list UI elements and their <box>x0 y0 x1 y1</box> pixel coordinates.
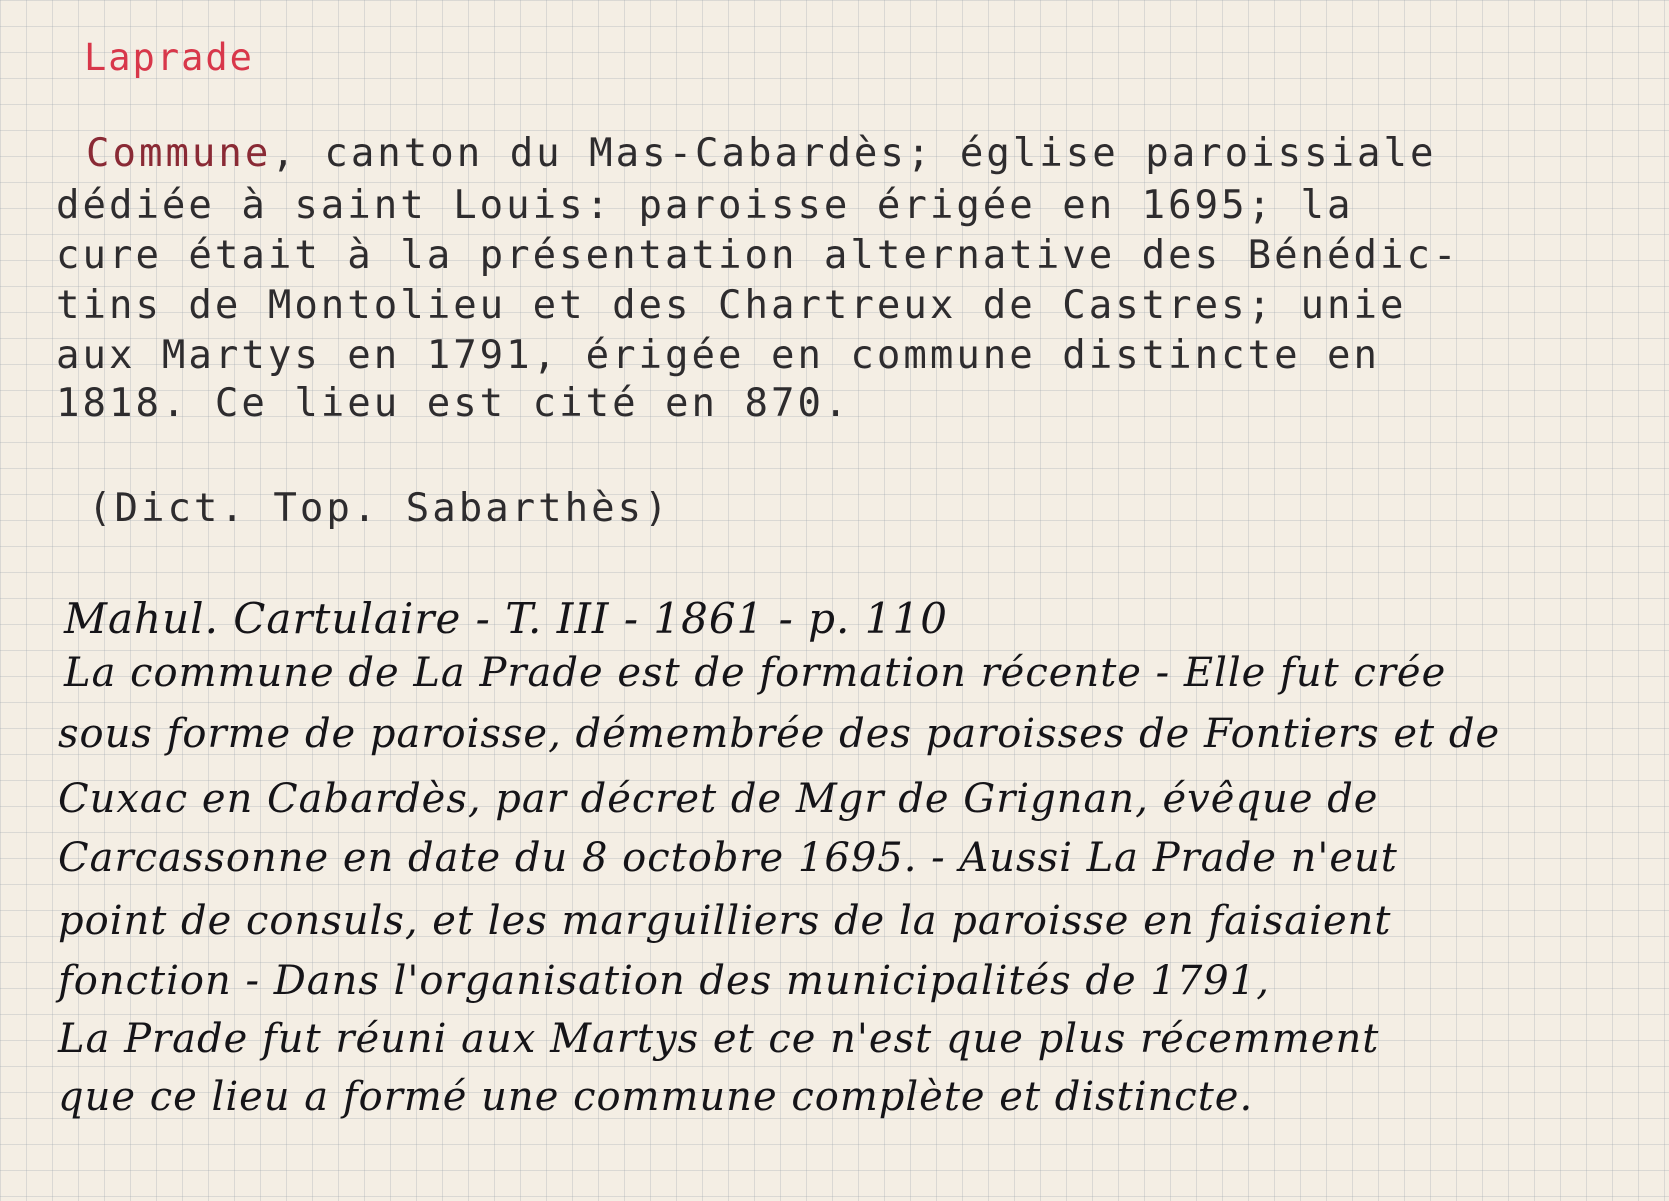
typed-text: , canton du Mas-Cabardès; église paroissiale <box>271 131 1437 176</box>
typed-line-6: 1818. Ce lieu est cité en 870. <box>56 381 851 426</box>
handwritten-line-2: sous forme de paroisse, démembrée des paroisses de Fontiers et de <box>58 711 1501 757</box>
card-title: Laprade <box>84 36 254 79</box>
handwritten-line-7: La Prade fut réuni aux Martys et ce n'est que plus récemment <box>58 1016 1380 1062</box>
source-citation: (Dict. Top. Sabarthès) <box>88 486 671 531</box>
handwritten-line-8: que ce lieu a formé une commune complète et distincte. <box>58 1074 1254 1120</box>
handwritten-heading: Mahul. Cartulaire - T. III - 1861 - p. 110 <box>64 594 948 643</box>
typed-line-4: tins de Montolieu et des Chartreux de Castres; unie <box>56 283 1407 328</box>
handwritten-line-3: Cuxac en Cabardès, par décret de Mgr de Grignan, évêque de <box>58 776 1379 822</box>
handwritten-line-5: point de consuls, et les marguilliers de la paroisse en faisaient <box>58 898 1392 944</box>
typed-keyword: Commune <box>86 131 272 176</box>
typed-line-2: dédiée à saint Louis: paroisse érigée en 1695; la <box>56 183 1354 228</box>
handwritten-line-1: La commune de La Prade est de formation récente - Elle fut crée <box>64 650 1447 696</box>
typed-line-5: aux Martys en 1791, érigée en commune distincte en <box>56 333 1380 378</box>
handwritten-line-4: Carcassonne en date du 8 octobre 1695. - Aussi La Prade n'eut <box>58 835 1398 881</box>
typed-line-1 <box>86 131 1437 176</box>
handwritten-line-6: fonction - Dans l'organisation des municipalités de 1791, <box>58 958 1270 1004</box>
typed-line-3: cure était à la présentation alternative des Bénédic- <box>56 233 1460 278</box>
